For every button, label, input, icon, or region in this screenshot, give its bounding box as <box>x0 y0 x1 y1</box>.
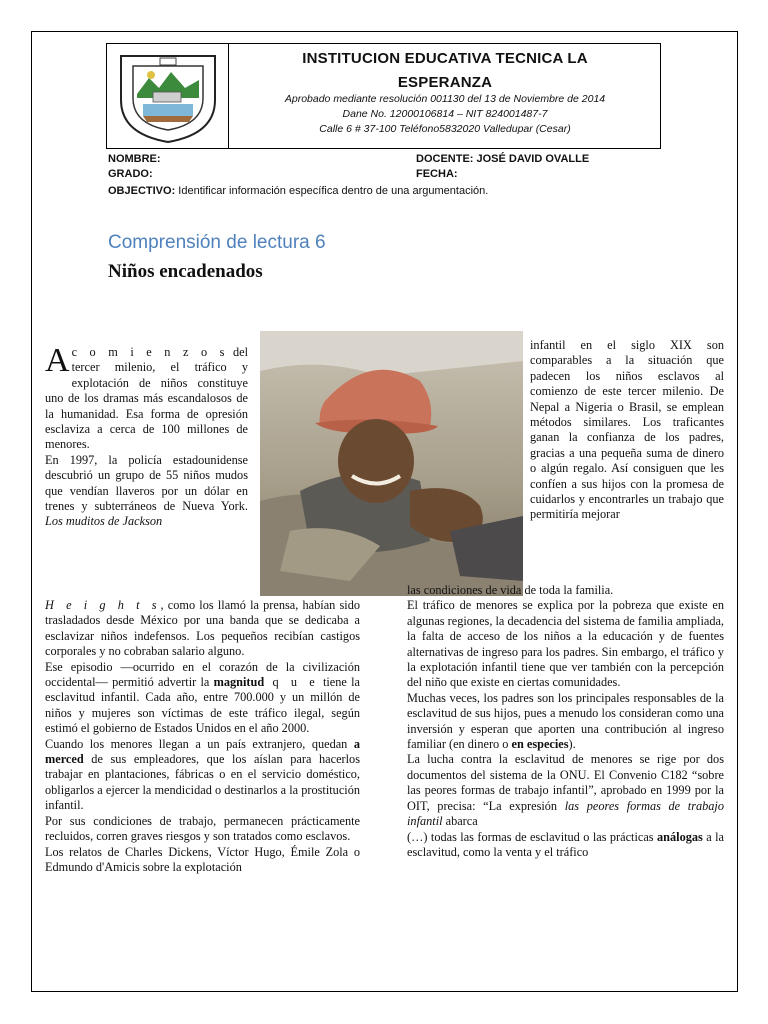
school-name-line2: ESPERANZA <box>397 74 493 91</box>
objetivo: OBJECTIVO: Identificar información específica dentro de una argumentación. <box>108 185 489 197</box>
address-line: Calle 6 # 37-100 Teléfono5832020 Valledupar (Cesar) <box>319 123 571 135</box>
drop-cap: A <box>45 342 70 379</box>
school-logo <box>107 44 229 148</box>
right-column-top: infantil en el siglo XIX son comparables a la situación que padecen los niños esclavos al comienzo de este tercer milenio. De Nepal a Nigeria o Brasil, se emplean métodos similares. Los traficantes ganan la confianza de los padres, gracias a una pequeña suma de dinero o algún regalo. Así consiguen que les confíen a sus hijos con la promesa de cuidarlos y encontrarles un trabajo que permitiría mejorar <box>530 338 724 522</box>
docente-label: DOCENTE: JOSÉ DAVID OVALLE <box>416 153 590 165</box>
left-column-top: Ac o m i e n z o s del tercer milenio, el tráfico y explotación de niños constituye uno de los dramas más escandalosos de la humanidad. Esa forma de opresión esclaviza a cerca de 100 millones de menores. En 1997, la policía estadounidense descubrió un grupo de 55 niños mudos que vendían llaveros por un dólar en trenes y subterráneos de Nueva York. Los muditos de Jackson <box>45 342 248 529</box>
lesson-title: Comprensión de lectura 6 <box>108 232 326 253</box>
left-column-bottom: H e i g h t s, como los llamó la prensa, habían sido trasladados desde México por una banda que se dedicaba a esclavizar niños indefensos. Los pequeños recibían castigos corporales y no cobraban salario alguno. Ese episodio —ocurrido en el corazón de la civilización occidental— permitió advertir la magnitud q u e tiene la esclavitud infantil. Cada año, entre 700.000 y un millón de niños y mujeres son víctimas de este tráfico ilegal, según estimó el gobierno de Estados Unidos en el año 2000. Cuando los menores llegan a un país extranjero, quedan a merced de sus empleadores, que los aíslan para hacerlos trabajar en plantaciones, fábricas o en el servicio doméstico, obligarlos a ejercer la mendicidad o destinarlos a la prostitución infantil. Por sus condiciones de trabajo, permanecen prácticamente recluidos, corren graves riesgos y son tratados como esclavos. Los relatos de Charles Dickens, Víctor Hugo, Émile Zola o Edmundo d'Amicis sobre la explotación <box>45 598 361 874</box>
fecha-label: FECHA: <box>416 168 458 180</box>
paragraph-1997: En 1997, la policía estadounidense descubrió un grupo de 55 niños mudos que vendían llaveros por un dólar en trenes y subterráneos de Nueva York. Los muditos de Jackson <box>45 452 248 529</box>
nombre-label: NOMBRE: <box>108 153 161 165</box>
grado-label: GRADO: <box>108 168 153 180</box>
shield-icon <box>113 48 223 144</box>
lesson-subtitle: Niños encadenados <box>108 261 263 282</box>
dane-nit-line: Dane No. 12000106814 – NIT 824001487-7 <box>342 108 548 120</box>
right-column-bottom: las condiciones de vida de toda la familia. El tráfico de menores se explica por la pobreza que existe en algunas regiones, la decadencia del sistema de familia ampliada, la falta de acceso de los niños a la educación y de fuentes alternativas de ingreso para los padres. Sin embargo, el tráfico y la explotación infantil tiene que ver también con la percepción del niño que existe en ciertas comunidades. Muchas veces, los padres son los principales responsables de la esclavitud de sus hijos, pues a menudo los consideran como una inversión y esperan que aporten una contribución al ingreso familiar (en dinero o en especies). La lucha contra la esclavitud de menores se rige por dos documentos del sistema de la ONU. El Convenio C182 “sobre las peores formas de trabajo infantil”, aprobado en 1999 por la OIT, precisa: “La expresión las peores formas de trabajo infantil abarca (…) todas las formas de esclavitud o las prácticas análogas a la esclavitud, como la venta y el tráfico <box>407 583 724 859</box>
resolution-line: Aprobado mediante resolución 001130 del 13 de Noviembre de 2014 <box>284 93 606 105</box>
school-header <box>106 43 661 149</box>
child-worker-photo <box>260 331 523 596</box>
school-name-line1: INSTITUCION EDUCATIVA TECNICA LA <box>302 50 588 67</box>
